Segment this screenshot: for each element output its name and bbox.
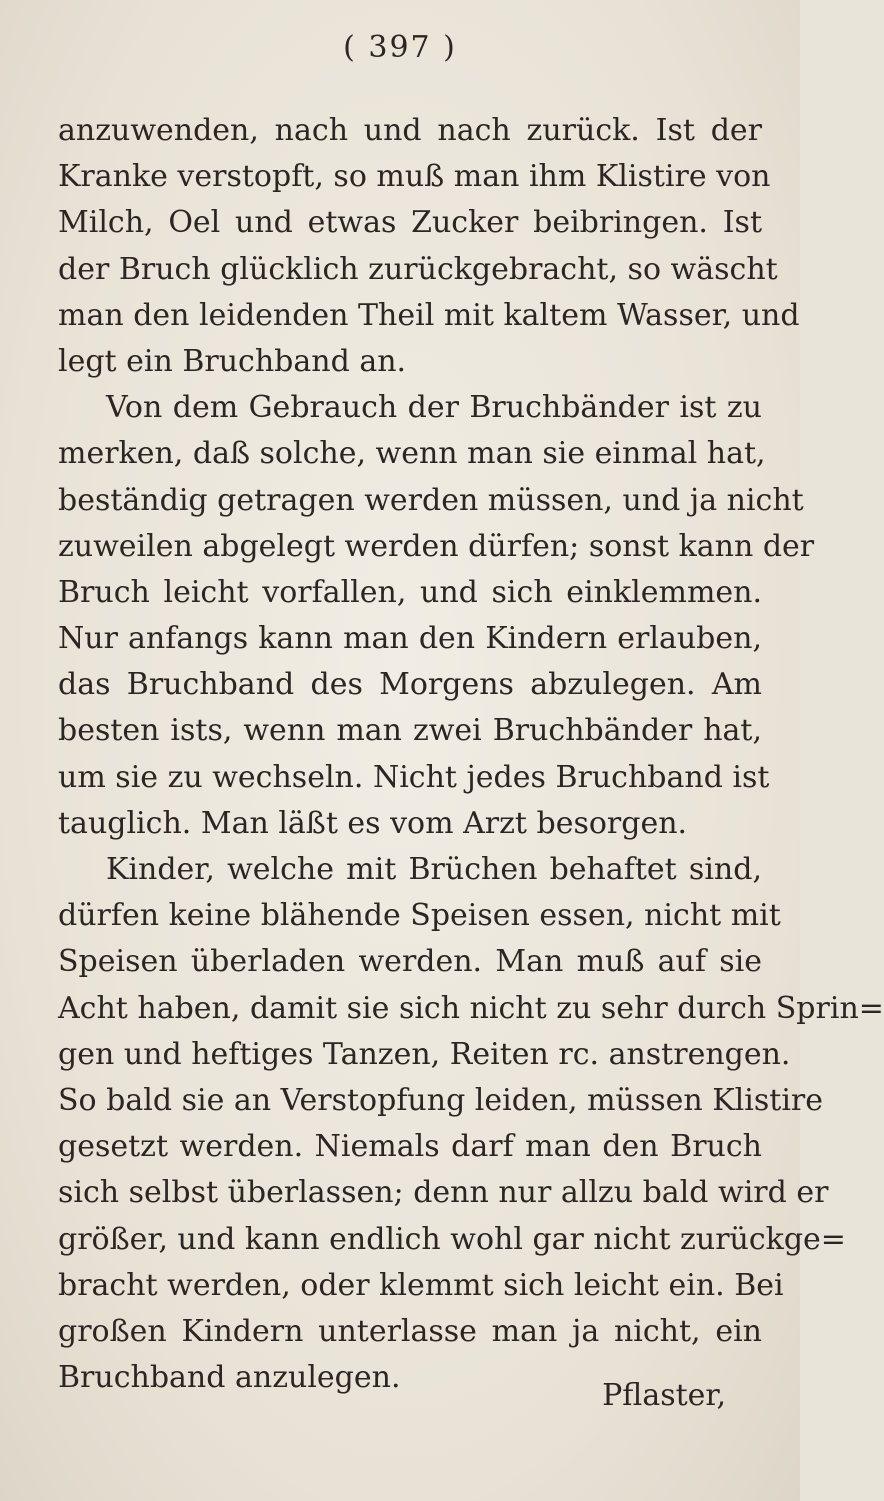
text-line: besten ists, wenn man zwei Bruchbänder hat, xyxy=(58,713,762,749)
text-line: Acht haben, damit sie sich nicht zu sehr durch Sprin= xyxy=(58,990,884,1026)
text-line: Kinder, welche mit Brüchen behaftet sind, xyxy=(106,852,762,887)
text-line: gen und heftiges Tanzen, Reiten rc. anstrengen. xyxy=(58,1036,791,1072)
text-line: Kranke verstopft, so muß man ihm Klistire von xyxy=(58,159,771,195)
text-line: größer, und kann endlich wohl gar nicht zurückge= xyxy=(58,1221,846,1257)
page-number: ( 397 ) xyxy=(343,30,457,65)
text-line: Bruch leicht vorfallen, und sich einklemmen. xyxy=(58,574,762,610)
text-line: gesetzt werden. Niemals darf man den Bruch xyxy=(58,1129,762,1165)
text-line: bracht werden, oder klemmt sich leicht ein. Bei xyxy=(58,1267,784,1303)
text-line: So bald sie an Verstopfung leiden, müssen Klistire xyxy=(58,1082,824,1118)
text-line: sich selbst überlassen; denn nur allzu bald wird er xyxy=(58,1175,829,1211)
text-line: Bruchband anzulegen. xyxy=(58,1360,401,1396)
text-line: dürfen keine blähende Speisen essen, nicht mit xyxy=(58,898,781,934)
text-line: man den leidenden Theil mit kaltem Wasser, und xyxy=(58,297,800,333)
body-text xyxy=(58,108,884,1401)
text-line: Nur anfangs kann man den Kindern erlauben, xyxy=(58,621,762,657)
text-line: großen Kindern unterlasse man ja nicht, ein xyxy=(58,1313,762,1349)
text-line: anzuwenden, nach und nach zurück. Ist der xyxy=(58,113,762,148)
text-line: zuweilen abgelegt werden dürfen; sonst kann der xyxy=(58,528,815,564)
text-line: Milch, Oel und etwas Zucker beibringen. Ist xyxy=(58,205,762,241)
text-line: beständig getragen werden müssen, und ja nicht xyxy=(58,482,804,518)
text-line: der Bruch glücklich zurückgebracht, so wäscht xyxy=(58,251,778,287)
text-line: Von dem Gebrauch der Bruchbänder ist zu xyxy=(106,390,762,426)
text-line: Speisen überladen werden. Man muß auf sie xyxy=(58,944,762,980)
text-line: merken, daß solche, wenn man sie einmal hat, xyxy=(58,436,766,472)
catchword: Pflaster, xyxy=(602,1378,726,1413)
text-line: tauglich. Man läßt es vom Arzt besorgen. xyxy=(58,805,688,841)
text-line: legt ein Bruchband an. xyxy=(58,343,407,379)
text-line: um sie zu wechseln. Nicht jedes Bruchband ist xyxy=(58,759,770,795)
text-line: das Bruchband des Morgens abzulegen. Am xyxy=(58,667,762,703)
